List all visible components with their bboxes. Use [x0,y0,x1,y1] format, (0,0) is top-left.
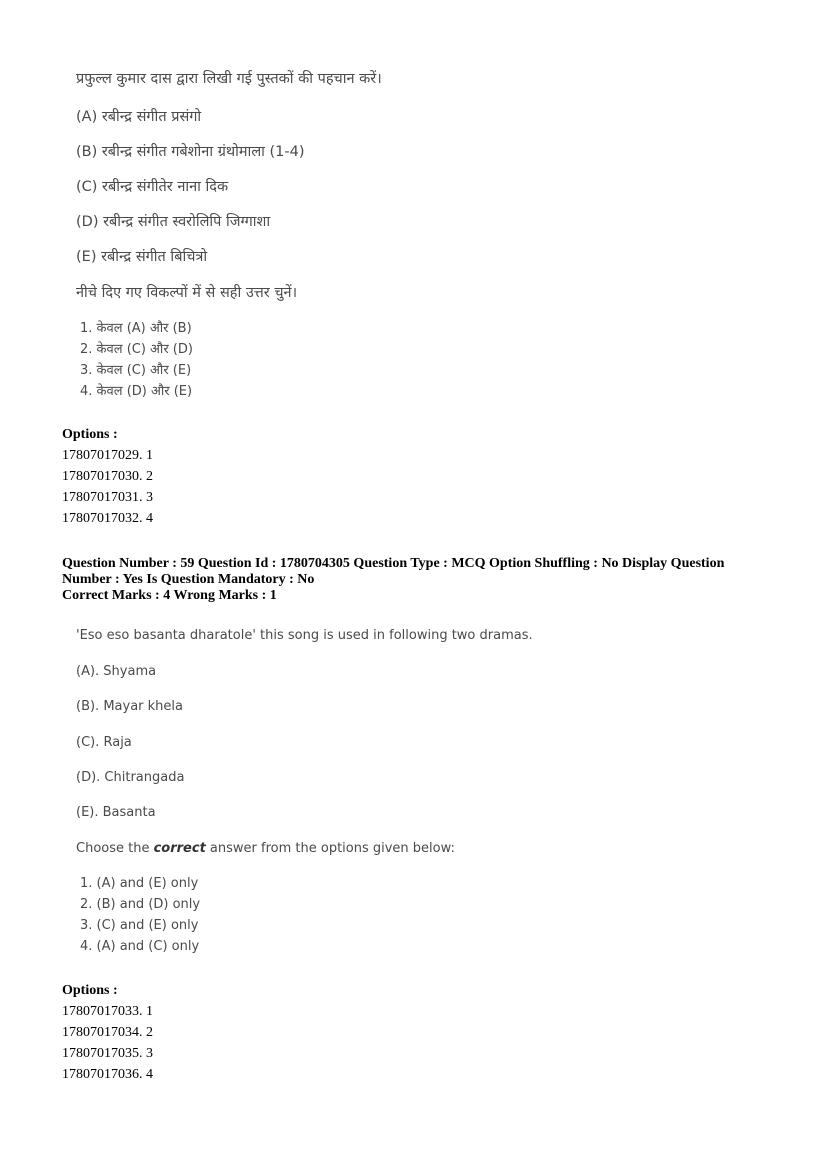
statement-d: (D) रबीन्द्र संगीत स्वरोलिपि जिग्गाशा [76,214,271,230]
statement-e: (E) रबीन्द्र संगीत बिचित्रो [76,249,208,265]
statement-c: (C) रबीन्द्र संगीतेर नाना दिक [76,179,229,195]
instruction [76,841,455,856]
statement-c: (C). Raja [76,735,132,750]
instruction-emphasis: correct [153,841,206,856]
question-59-meta [62,556,762,604]
choice-2: 2. केवल (C) और (D) [80,342,193,357]
statement-b: (B). Mayar khela [76,699,183,714]
statement-a: (A). Shyama [76,664,157,679]
instruction: नीचे दिए गए विकल्पों में से सही उत्तर चुनें। [76,285,298,301]
choice-4: 4. केवल (D) और (E) [80,384,193,399]
option-id-2: 17807017030. 2 [62,469,153,484]
option-id-4: 17807017032. 4 [62,511,153,526]
options-label: Options : [62,427,118,442]
question-58-image [70,60,570,410]
question-meta-line-1: Question Number : 59 Question Id : 1780704305 Question Type : MCQ Option Shuffling : No Display Question [62,556,725,571]
choice-1: 1. (A) and (E) only [80,876,199,891]
choice-2: 2. (B) and (D) only [80,897,201,912]
question-meta-line-2: Number : Yes Is Question Mandatory : No [62,572,315,587]
option-id-1: 17807017033. 1 [62,1004,153,1019]
statement-b: (B) रबीन्द्र संगीत गबेशोना ग्रंथोमाला (1-4) [76,144,305,160]
option-id-2: 17807017034. 2 [62,1025,153,1040]
option-id-1: 17807017029. 1 [62,448,153,463]
option-id-3: 17807017035. 3 [62,1046,153,1061]
instruction-pre: Choose the [76,841,154,856]
choice-3: 3. (C) and (E) only [80,918,199,933]
options-label: Options : [62,983,118,998]
instruction-post: answer from the options given below: [205,841,455,856]
marks-line: Correct Marks : 4 Wrong Marks : 1 [62,588,277,603]
statement-a: (A) रबीन्द्र संगीत प्रसंगो [76,109,202,125]
question-stem: 'Eso eso basanta dharatole' this song is used in following two dramas. [76,628,533,643]
question-stem: प्रफुल्ल कुमार दास द्वारा लिखी गई पुस्तकों की पहचान करें। [76,71,382,87]
choice-1: 1. केवल (A) और (B) [80,321,192,336]
choice-4: 4. (A) and (C) only [80,939,200,954]
statement-e: (E). Basanta [76,805,156,820]
option-id-4: 17807017036. 4 [62,1067,153,1082]
question-59-image [70,620,590,965]
statement-d: (D). Chitrangada [76,770,185,785]
option-id-3: 17807017031. 3 [62,490,153,505]
choice-3: 3. केवल (C) और (E) [80,363,192,378]
